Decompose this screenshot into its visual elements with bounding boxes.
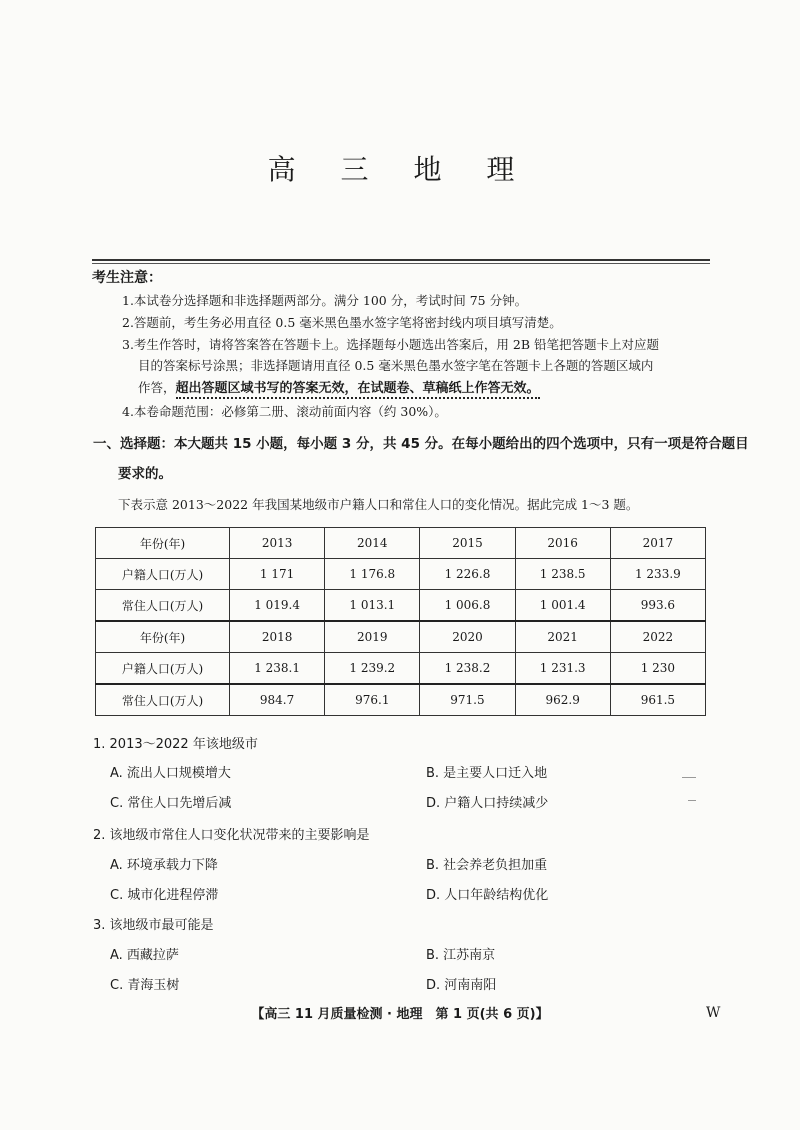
table-cell: 2015 — [420, 528, 515, 559]
table-cell: 1 226.8 — [420, 559, 515, 590]
notice-item-1: 1.本试卷分选择题和非选择题两部分。满分 100 分，考试时间 75 分钟。 — [122, 293, 528, 308]
notice-item-3-cont: 目的答案标号涂黑；非选择题请用直径 0.5 毫米黑色墨水签字笔在答题卡上各题的答题区域内 — [138, 358, 654, 373]
table-row-registered-1 — [96, 559, 706, 590]
header-rule-thin — [92, 263, 710, 264]
population-table — [95, 527, 706, 716]
table-cell: 1 233.9 — [610, 559, 705, 590]
notice-item-3-end — [138, 377, 540, 396]
notice-heading: 考生注意： — [92, 270, 162, 286]
table-cell: 962.9 — [515, 684, 610, 716]
table-cell: 1 230 — [610, 653, 705, 685]
notice-item-3: 3.考生作答时，请将答案答在答题卡上。选择题每小题选出答案后，用 2B 铅笔把答题卡上对应题 — [122, 337, 660, 352]
question-1-option-d: D. 户籍人口持续减少 — [426, 796, 549, 811]
question-3-option-c: C. 青海玉树 — [110, 978, 180, 993]
table-intro: 下表示意 2013～2022 年我国某地级市户籍人口和常住人口的变化情况。据此完成 1～3 题。 — [118, 497, 639, 512]
table-row-years-2 — [96, 621, 706, 653]
question-2-option-d: D. 人口年龄结构优化 — [426, 888, 549, 903]
header-rule-thick — [92, 259, 710, 261]
table-cell: 1 238.2 — [420, 653, 515, 685]
table-cell: 2019 — [325, 621, 420, 653]
table-cell: 1 006.8 — [420, 590, 515, 622]
scan-speck — [682, 777, 696, 778]
notice-emphasis: 超出答题区域书写的答案无效，在试题卷、草稿纸上作答无效。 — [176, 381, 540, 399]
table-cell: 971.5 — [420, 684, 515, 716]
corner-mark: W — [706, 1005, 721, 1021]
page-footer: 【高三 11 月质量检测 · 地理 第 1 页(共 6 页)】 — [251, 1007, 549, 1022]
question-2-option-c: C. 城市化进程停滞 — [110, 888, 219, 903]
table-cell: 2013 — [230, 528, 325, 559]
row-label-registered: 户籍人口(万人) — [96, 653, 230, 685]
table-cell: 993.6 — [610, 590, 705, 622]
question-3-option-a: A. 西藏拉萨 — [110, 948, 179, 963]
table-cell: 2017 — [610, 528, 705, 559]
table-row-registered-2 — [96, 653, 706, 685]
table-cell: 1 013.1 — [325, 590, 420, 622]
table-row-resident-1 — [96, 590, 706, 622]
row-label-resident: 常住人口(万人) — [96, 684, 230, 716]
row-label-year: 年份(年) — [96, 621, 230, 653]
question-1-option-b: B. 是主要人口迁入地 — [426, 766, 548, 781]
table-cell: 984.7 — [230, 684, 325, 716]
question-3-stem: 3. 该地级市最可能是 — [93, 918, 214, 933]
table-cell: 1 019.4 — [230, 590, 325, 622]
table-row-resident-2 — [96, 684, 706, 716]
table-cell: 2016 — [515, 528, 610, 559]
table-cell: 1 238.5 — [515, 559, 610, 590]
question-3-option-d: D. 河南南阳 — [426, 978, 497, 993]
table-cell: 976.1 — [325, 684, 420, 716]
table-cell: 2022 — [610, 621, 705, 653]
question-2-stem: 2. 该地级市常住人口变化状况带来的主要影响是 — [93, 828, 370, 843]
notice-item-2: 2.答题前，考生务必用直径 0.5 毫米黑色墨水签字笔将密封线内项目填写清楚。 — [122, 315, 562, 330]
row-label-year: 年份(年) — [96, 528, 230, 559]
table-cell: 1 176.8 — [325, 559, 420, 590]
row-label-resident: 常住人口(万人) — [96, 590, 230, 622]
table-cell: 1 171 — [230, 559, 325, 590]
section-heading-cont: 要求的。 — [118, 466, 172, 482]
notice-item-3-prefix: 作答， — [138, 380, 176, 395]
section-heading: 一、选择题：本大题共 15 小题，每小题 3 分，共 45 分。在每小题给出的四个选项中，只有一项是符合题目 — [93, 436, 749, 452]
table-cell: 2014 — [325, 528, 420, 559]
question-1-stem: 1. 2013～2022 年该地级市 — [93, 737, 258, 752]
table-cell: 2021 — [515, 621, 610, 653]
question-2-option-b: B. 社会养老负担加重 — [426, 858, 548, 873]
table-cell: 2020 — [420, 621, 515, 653]
question-1-option-c: C. 常住人口先增后减 — [110, 796, 232, 811]
table-cell: 961.5 — [610, 684, 705, 716]
table-cell: 1 231.3 — [515, 653, 610, 685]
table-cell: 1 001.4 — [515, 590, 610, 622]
question-1-option-a: A. 流出人口规模增大 — [110, 766, 231, 781]
scan-speck — [688, 800, 696, 801]
table-row-years-1 — [96, 528, 706, 559]
row-label-registered: 户籍人口(万人) — [96, 559, 230, 590]
table-cell: 2018 — [230, 621, 325, 653]
page-title: 高 三 地 理 — [267, 153, 533, 186]
table-cell: 1 238.1 — [230, 653, 325, 685]
question-3-option-b: B. 江苏南京 — [426, 948, 496, 963]
table-cell: 1 239.2 — [325, 653, 420, 685]
question-2-option-a: A. 环境承载力下降 — [110, 858, 218, 873]
notice-item-4: 4.本卷命题范围：必修第二册、滚动前面内容（约 30%）。 — [122, 404, 447, 419]
